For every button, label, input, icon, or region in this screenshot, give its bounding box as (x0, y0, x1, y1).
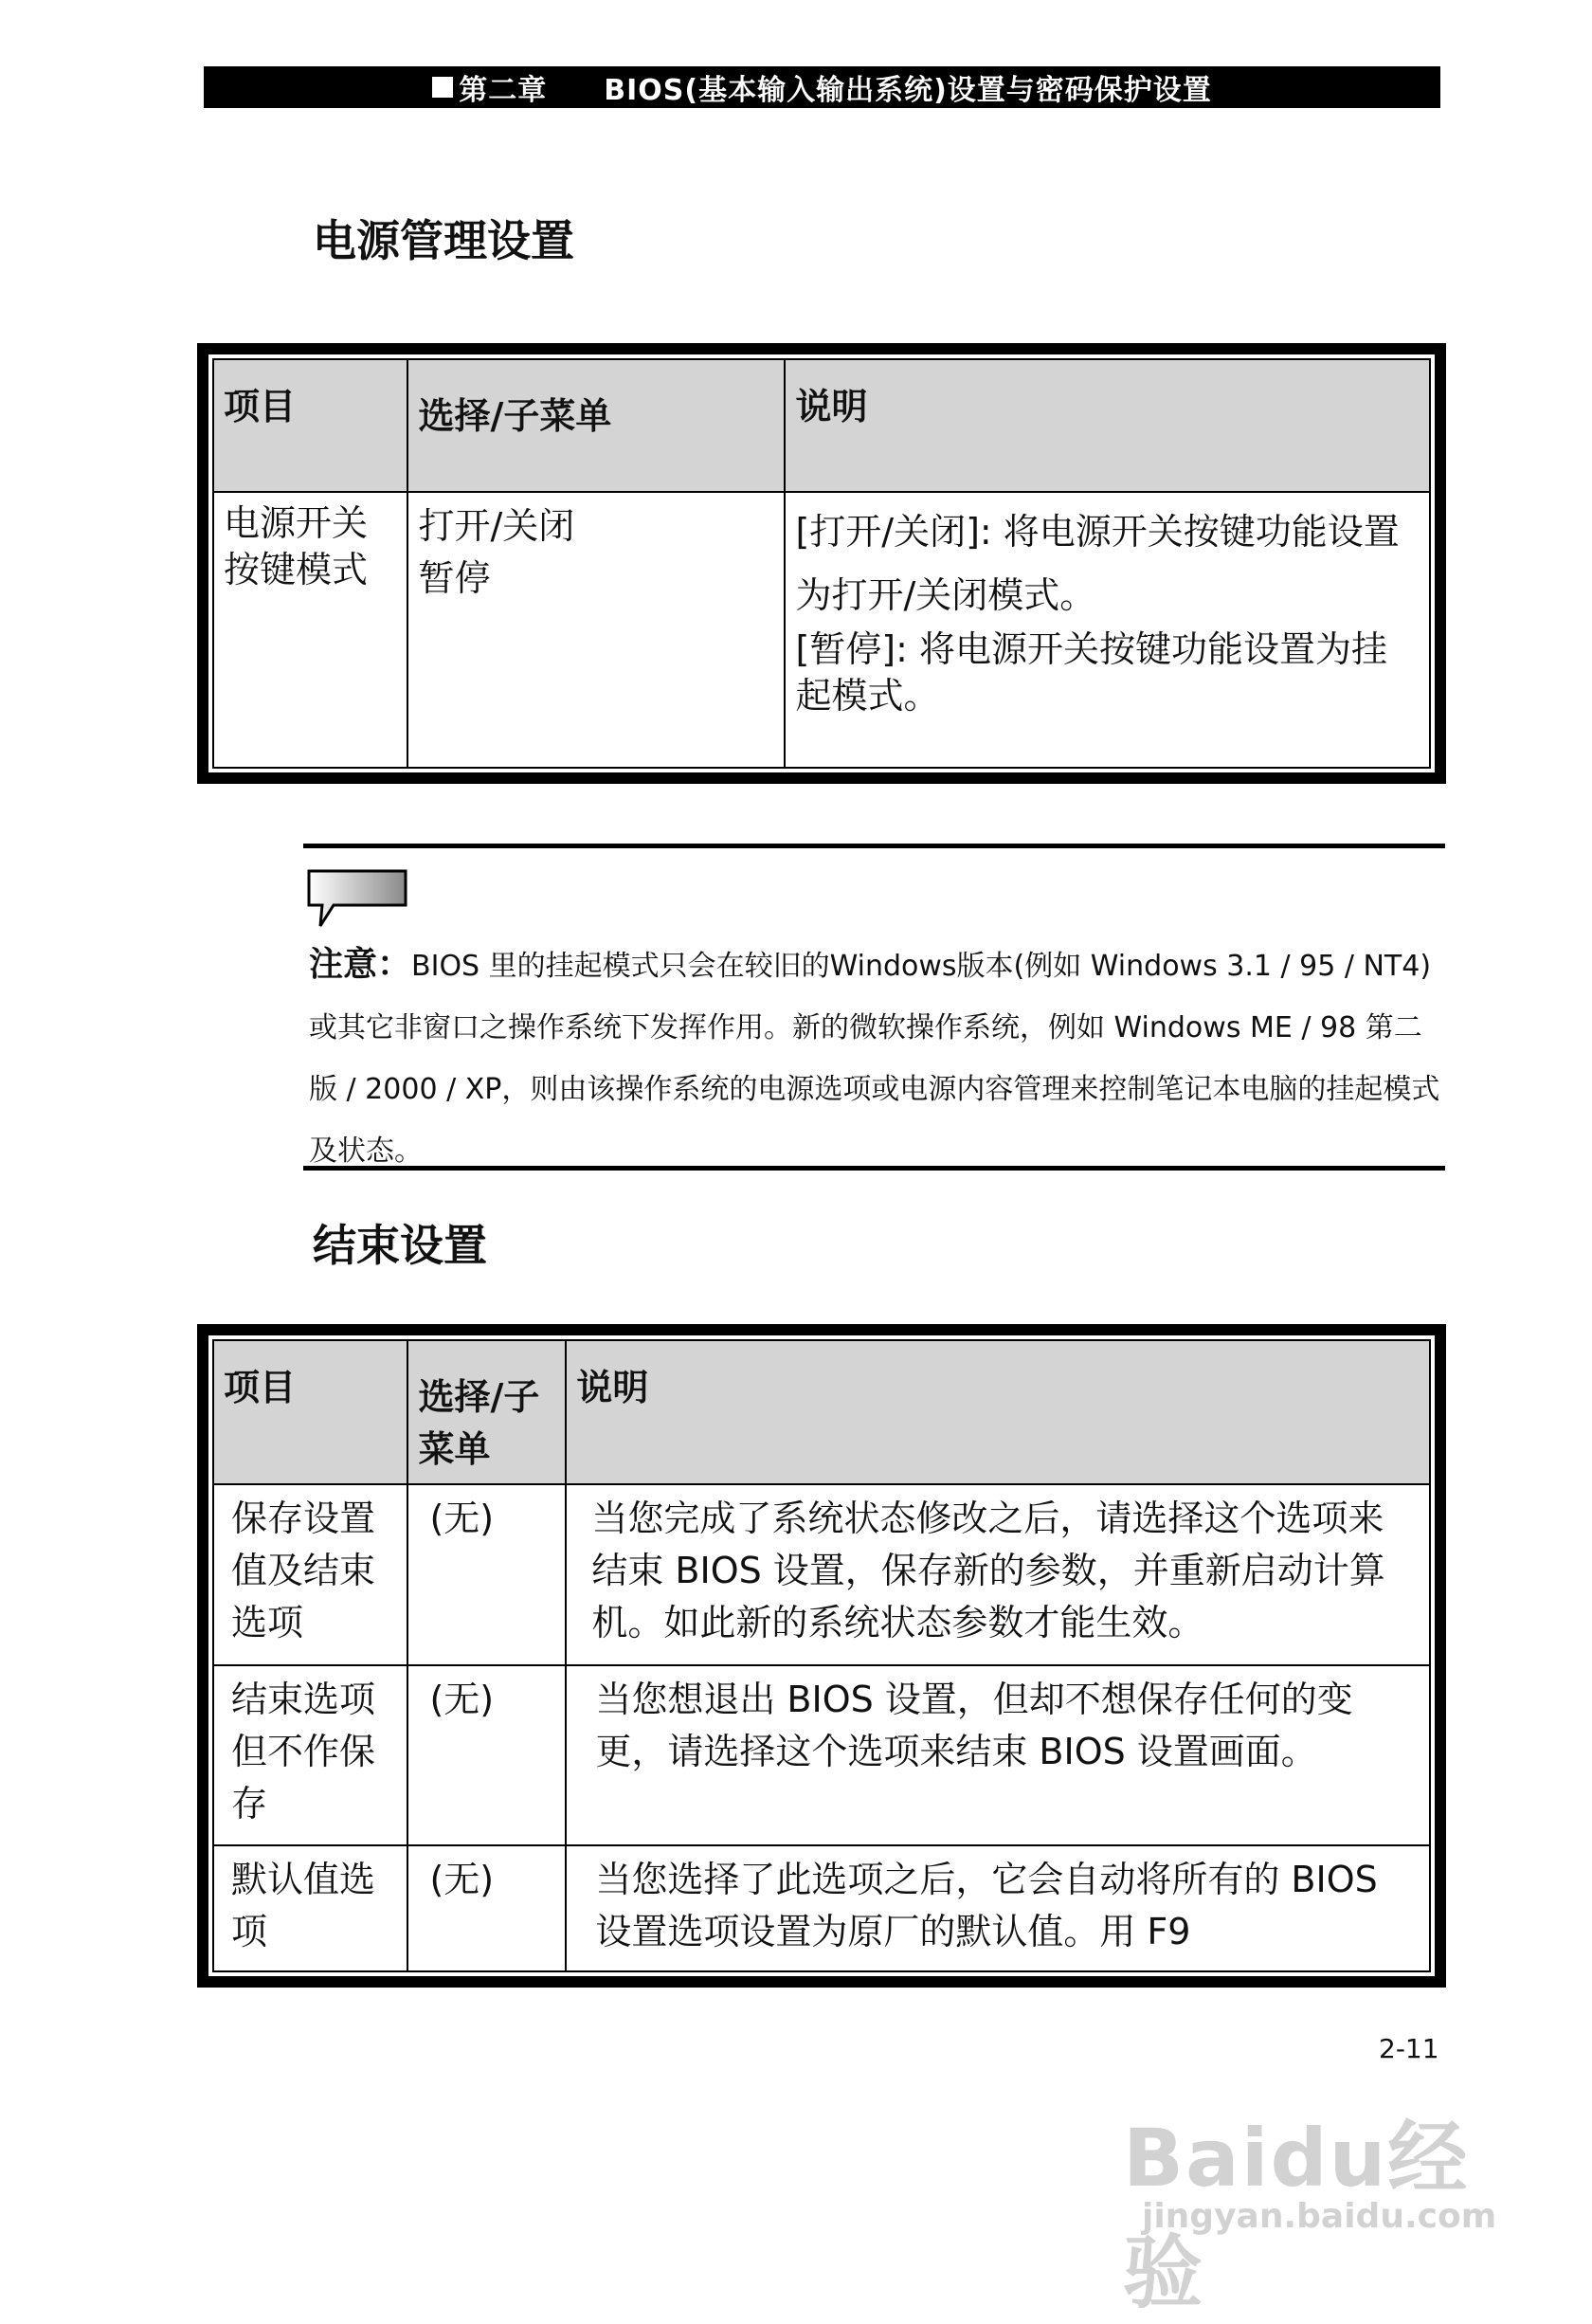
table-row (213, 1484, 1430, 1664)
chapter-title: BIOS(基本输入输出系统)设置与密码保护设置 (604, 74, 1212, 107)
chapter-header (204, 66, 1440, 108)
col-header-option: 选择/子菜单 (407, 359, 785, 492)
table-row (213, 1665, 1430, 1845)
exit-table (197, 1324, 1446, 1988)
row-desc: 当您完成了系统状态修改之后，请选择这个选项来结束 BIOS 设置，保存新的参数，并重新启动计算机。如此新的系统状态参数才能生效。 (566, 1484, 1430, 1664)
row-item: 保存设置值及结束选项 (213, 1484, 407, 1664)
table-row (213, 1845, 1430, 1971)
power-section-title: 电源管理设置 (313, 215, 574, 266)
table-row (213, 492, 1430, 768)
baidu-watermark (1123, 2095, 1521, 2319)
watermark-url: jingyan.baidu.com (1142, 2197, 1497, 2236)
option-value: 暂停 (418, 557, 491, 600)
row-option: (无) (407, 1845, 566, 1971)
square-bullet-icon (432, 77, 453, 98)
row-item: 电源开关按键模式 (213, 492, 407, 768)
power-table (197, 343, 1446, 784)
desc-line: [暂停]: 将电源开关按键功能设置为挂起模式。 (795, 628, 1388, 717)
table-header-row (213, 1340, 1430, 1484)
row-option: (无) (407, 1665, 566, 1845)
chapter-label: 第二章 (459, 74, 548, 107)
note-label: 注意： (309, 945, 412, 984)
note-box (303, 844, 1445, 1171)
option-value: 打开/关闭 (418, 505, 575, 547)
row-desc: 当您选择了此选项之后，它会自动将所有的 BIOS 设置选项设置为原厂的默认值。用 F9 (566, 1845, 1430, 1971)
col-header-option: 选择/子菜单 (407, 1340, 566, 1484)
page-number: 2-11 (1379, 2033, 1439, 2064)
row-item: 默认值选项 (213, 1845, 407, 1971)
note-body: BIOS 里的挂起模式只会在较旧的Windows版本(例如 Windows 3.1 / 95 / NT4)或其它非窗口之操作系统下发挥作用。新的微软操作系统，例如 Windows ME / 98 第二版 / 2000 / XP，则由该操作系统的电源选项或电源内容管理来控制笔记本电脑的挂起模式及状态。 (309, 950, 1440, 1168)
note-text (309, 934, 1445, 1182)
col-header-desc: 说明 (785, 359, 1430, 492)
row-options (407, 492, 785, 768)
row-item: 结束选项但不作保存 (213, 1665, 407, 1845)
desc-line: [打开/关闭]: 将电源开关按键功能设置为打开/关闭模式。 (795, 511, 1400, 616)
col-header-desc: 说明 (566, 1340, 1430, 1484)
col-header-item: 项目 (213, 1340, 407, 1484)
row-desc (785, 492, 1430, 768)
watermark-logo: Baidu经验 (1123, 2112, 1470, 2319)
speech-bubble-icon (307, 867, 411, 934)
row-option: (无) (407, 1484, 566, 1664)
table-header-row (213, 359, 1430, 492)
exit-section-title: 结束设置 (313, 1220, 487, 1271)
col-header-item: 项目 (213, 359, 407, 492)
row-desc: 当您想退出 BIOS 设置，但却不想保存任何的变更，请选择这个选项来结束 BIOS 设置画面。 (566, 1665, 1430, 1845)
